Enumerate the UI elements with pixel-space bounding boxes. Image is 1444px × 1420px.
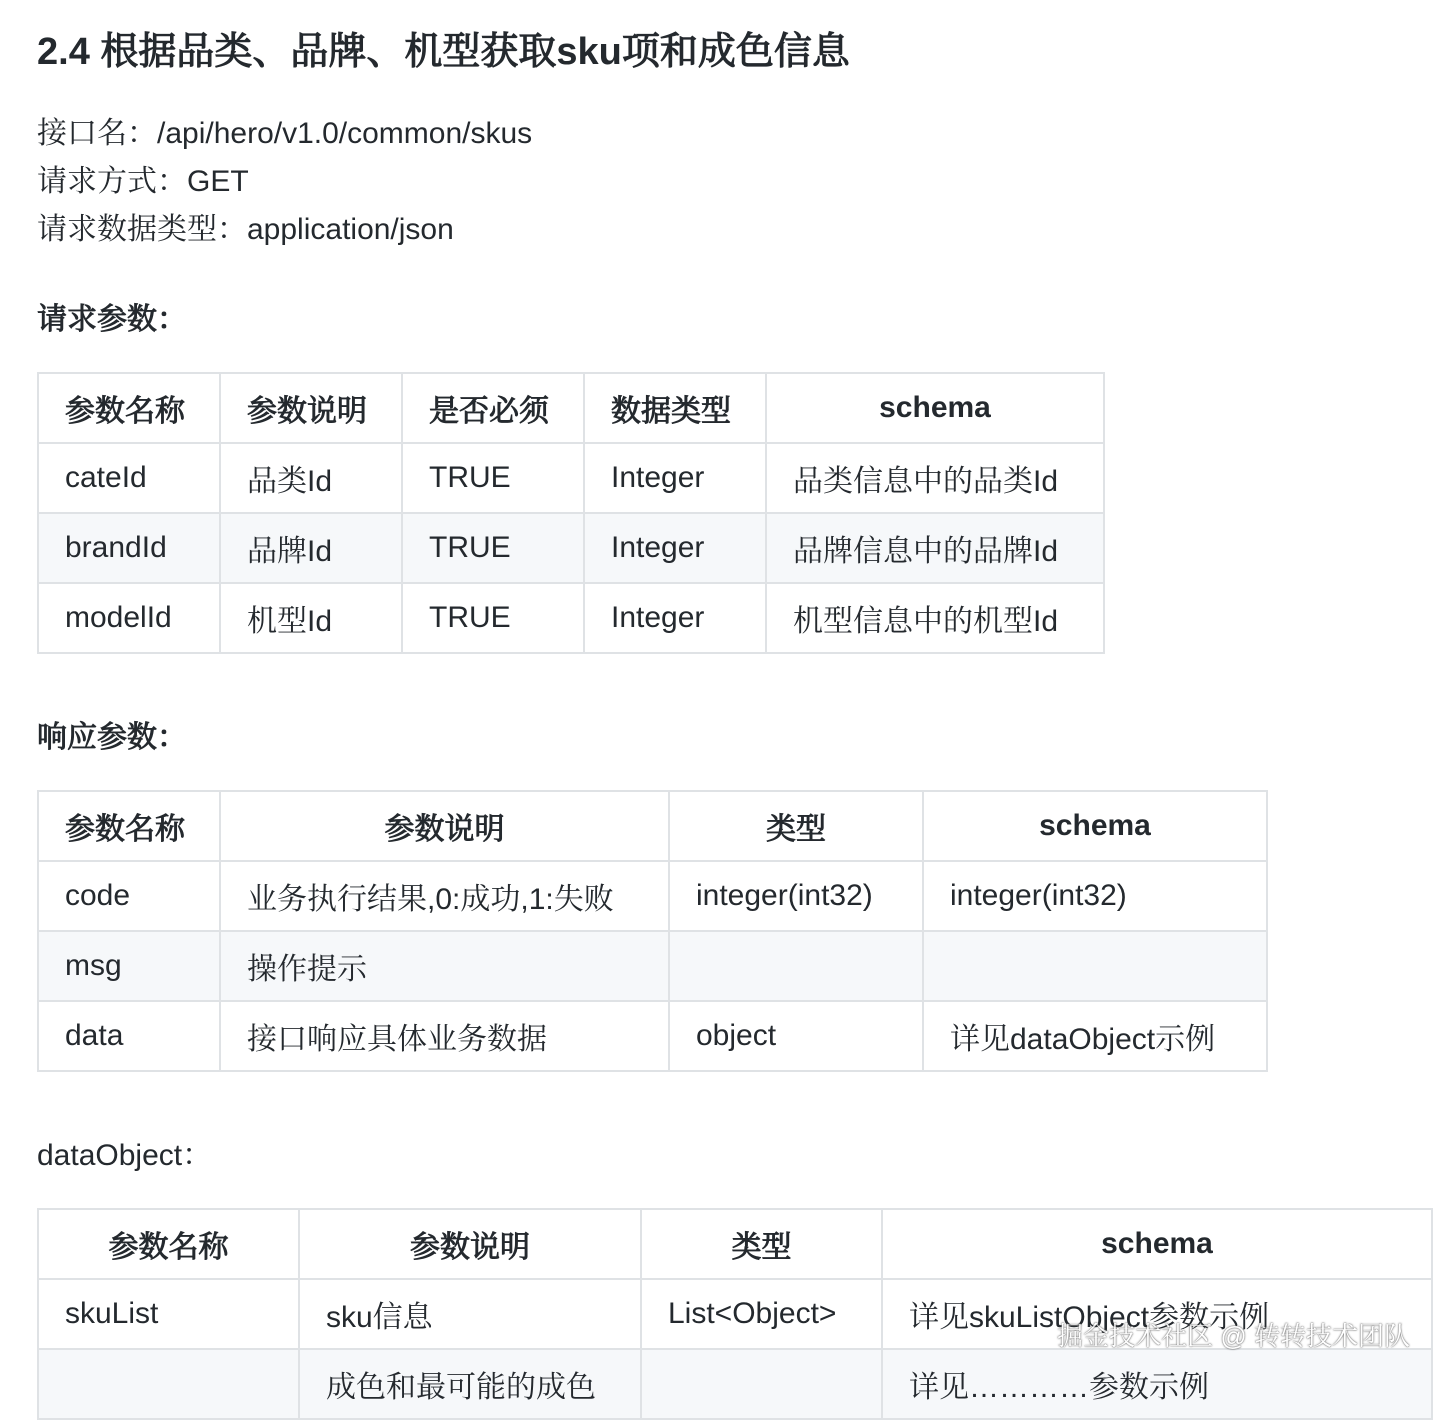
table-cell: Integer bbox=[584, 443, 766, 513]
header-cell: 参数说明 bbox=[220, 373, 402, 443]
table-cell: List<Object> bbox=[641, 1279, 882, 1349]
table-cell: TRUE bbox=[402, 443, 584, 513]
request-data-type: 请求数据类型：application/json bbox=[37, 213, 454, 246]
table-cell bbox=[38, 1349, 299, 1419]
table-row bbox=[38, 583, 1104, 653]
header-cell: 类型 bbox=[669, 791, 923, 861]
table-cell: cateId bbox=[38, 443, 220, 513]
table-header-row bbox=[38, 1209, 1432, 1279]
table-cell: 成色和最可能的成色 bbox=[299, 1349, 641, 1419]
table-cell: 详见dataObject示例 bbox=[923, 1001, 1267, 1071]
request-params-table bbox=[37, 372, 1105, 654]
table-row bbox=[38, 861, 1267, 931]
api-meta bbox=[37, 110, 532, 254]
header-cell: schema bbox=[882, 1209, 1432, 1279]
table-cell: 品类Id bbox=[220, 443, 402, 513]
header-cell: 数据类型 bbox=[584, 373, 766, 443]
table-cell: TRUE bbox=[402, 513, 584, 583]
table-cell: data bbox=[38, 1001, 220, 1071]
table-cell: 详见skuListObject参数示例 bbox=[882, 1279, 1432, 1349]
table-cell: 接口响应具体业务数据 bbox=[220, 1001, 669, 1071]
header-cell: 参数说明 bbox=[299, 1209, 641, 1279]
table-cell: brandId bbox=[38, 513, 220, 583]
table-cell: 详见…………参数示例 bbox=[882, 1349, 1432, 1419]
header-cell: schema bbox=[923, 791, 1267, 861]
response-params-table bbox=[37, 790, 1268, 1072]
table-cell: 操作提示 bbox=[220, 931, 669, 1001]
table-cell bbox=[669, 931, 923, 1001]
table-header-row bbox=[38, 791, 1267, 861]
table-row bbox=[38, 931, 1267, 1001]
table-row bbox=[38, 1001, 1267, 1071]
table-row bbox=[38, 513, 1104, 583]
header-cell: 参数名称 bbox=[38, 1209, 299, 1279]
header-cell: schema bbox=[766, 373, 1104, 443]
table-cell: Integer bbox=[584, 583, 766, 653]
table-cell: sku信息 bbox=[299, 1279, 641, 1349]
table-cell: 机型信息中的机型Id bbox=[766, 583, 1104, 653]
response-params-title: 响应参数： bbox=[37, 721, 187, 754]
table-cell: integer(int32) bbox=[923, 861, 1267, 931]
table-cell: msg bbox=[38, 931, 220, 1001]
table-cell: 机型Id bbox=[220, 583, 402, 653]
header-cell: 参数名称 bbox=[38, 791, 220, 861]
request-method: 请求方式：GET bbox=[37, 165, 249, 198]
data-object-title: dataObject： bbox=[37, 1139, 213, 1172]
table-cell: TRUE bbox=[402, 583, 584, 653]
api-name: 接口名：/api/hero/v1.0/common/skus bbox=[37, 117, 533, 150]
header-cell: 类型 bbox=[641, 1209, 882, 1279]
table-row bbox=[38, 443, 1104, 513]
table-cell: code bbox=[38, 861, 220, 931]
data-object-table bbox=[37, 1208, 1433, 1420]
table-cell: Integer bbox=[584, 513, 766, 583]
table-cell bbox=[923, 931, 1267, 1001]
section-heading: 2.4 根据品类、品牌、机型获取sku项和成色信息 bbox=[37, 31, 850, 73]
table-cell: 品牌Id bbox=[220, 513, 402, 583]
table-cell: 品类信息中的品类Id bbox=[766, 443, 1104, 513]
watermark: 掘金技术社区 @ 转转技术团队 bbox=[1057, 1321, 1410, 1351]
table-header-row bbox=[38, 373, 1104, 443]
header-cell: 参数名称 bbox=[38, 373, 220, 443]
table-cell: integer(int32) bbox=[669, 861, 923, 931]
header-cell: 参数说明 bbox=[220, 791, 669, 861]
table-cell bbox=[641, 1349, 882, 1419]
table-cell: 品牌信息中的品牌Id bbox=[766, 513, 1104, 583]
header-cell: 是否必须 bbox=[402, 373, 584, 443]
request-params-title: 请求参数： bbox=[37, 303, 187, 336]
table-cell: object bbox=[669, 1001, 923, 1071]
table-row bbox=[38, 1349, 1432, 1419]
table-cell: modelId bbox=[38, 583, 220, 653]
table-cell: skuList bbox=[38, 1279, 299, 1349]
table-cell: 业务执行结果,0:成功,1:失败 bbox=[220, 861, 669, 931]
